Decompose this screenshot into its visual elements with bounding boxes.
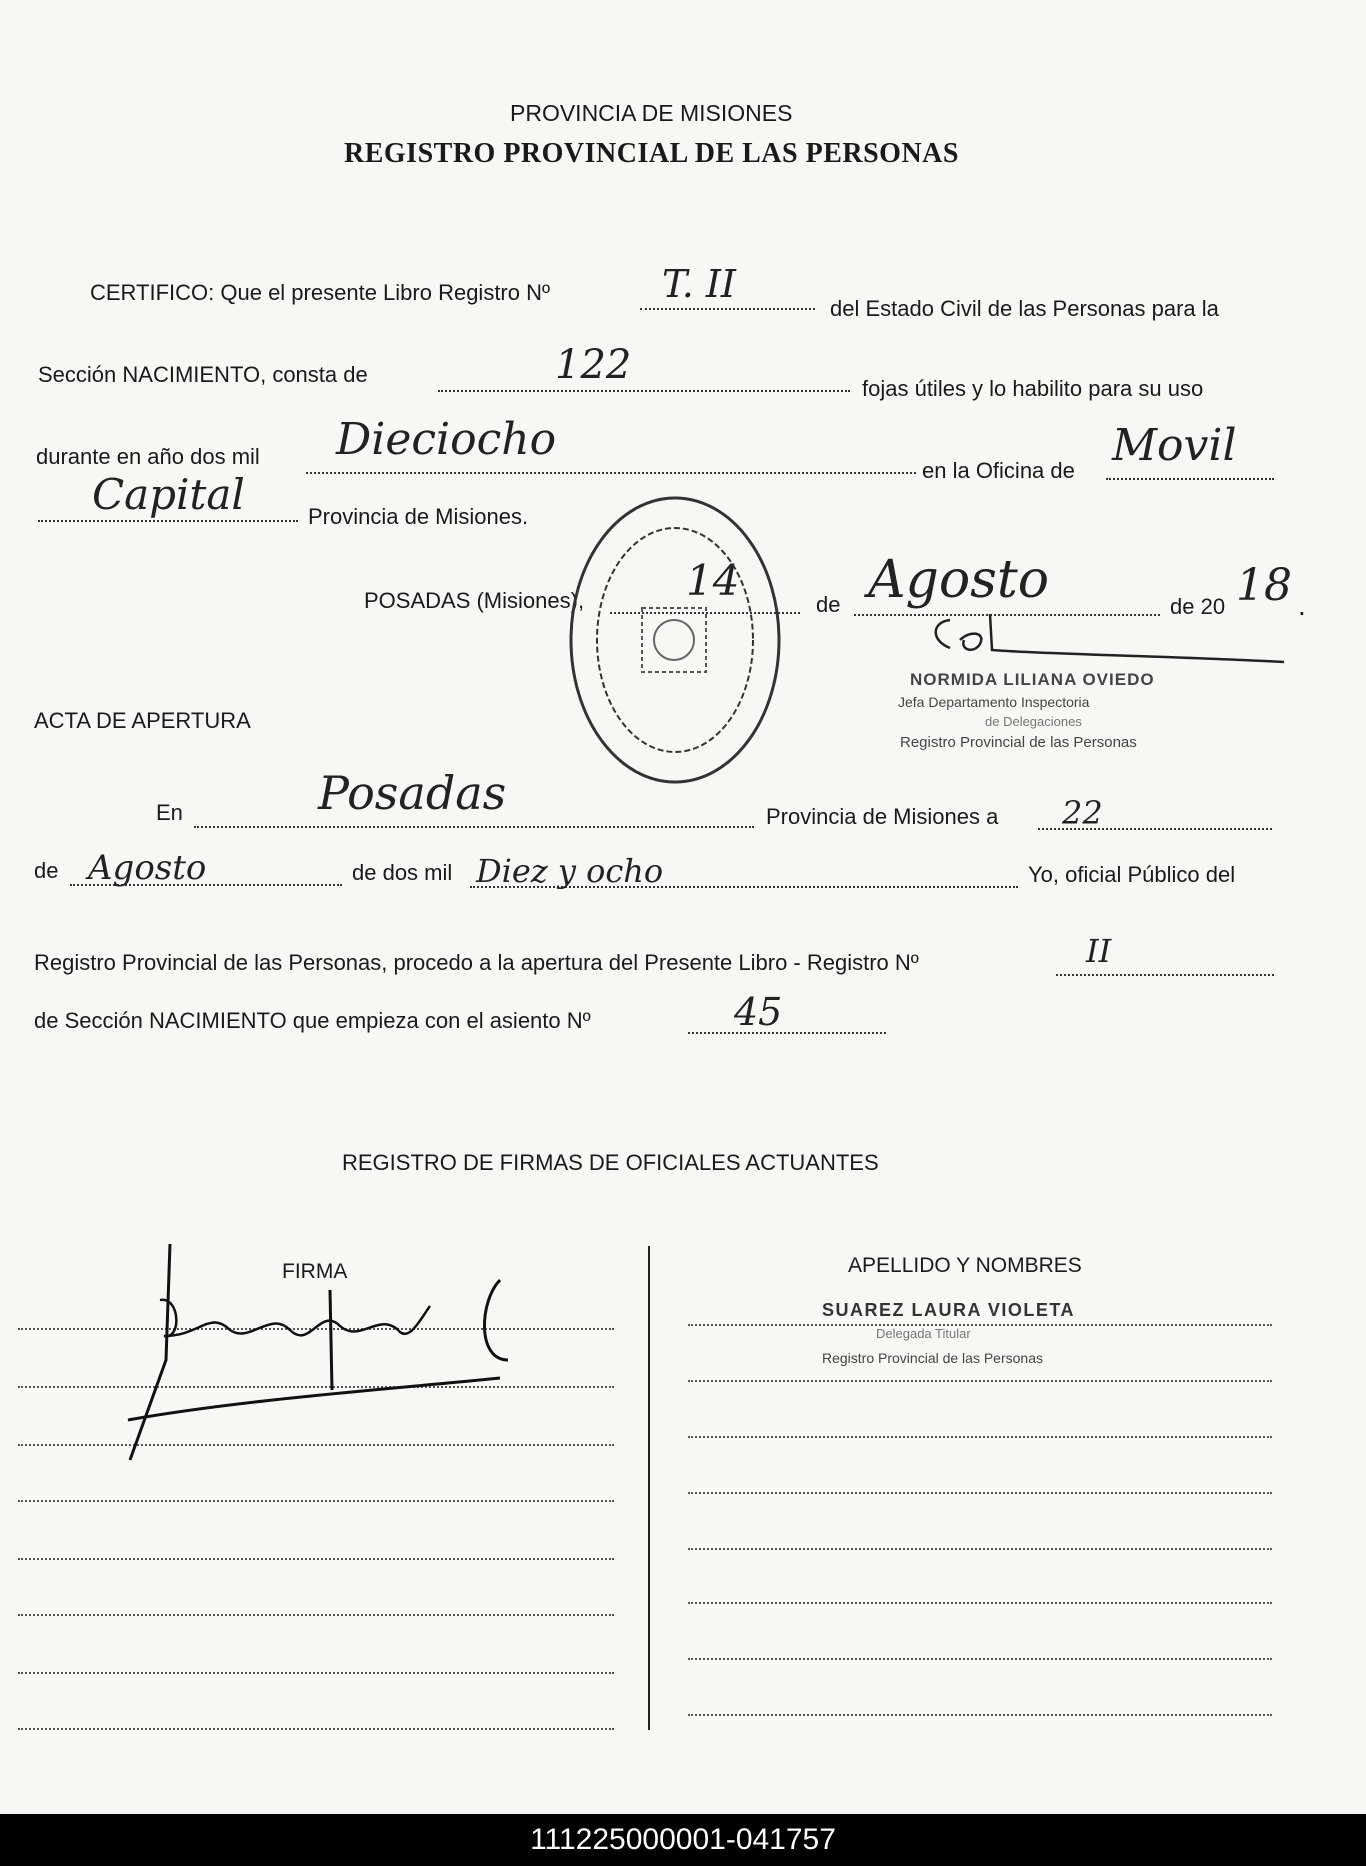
- cert-dots-oficina: [1106, 478, 1274, 480]
- cert-libro-handwritten: T. II: [662, 262, 736, 306]
- firmas-title: REGISTRO DE FIRMAS DE OFICIALES ACTUANTES: [342, 1150, 879, 1175]
- barcode-text: 111225000001-041757: [530, 1823, 836, 1856]
- jefa-stamp-cargo2: de Delegaciones: [985, 714, 1082, 729]
- nombre-line-6: [688, 1602, 1272, 1604]
- acta-title: ACTA DE APERTURA: [34, 708, 251, 733]
- acta-asiento-handwritten: 45: [734, 990, 783, 1034]
- cert-line2-a: Sección NACIMIENTO, consta de: [38, 362, 368, 387]
- jefa-stamp-cargo3: Registro Provincial de las Personas: [900, 734, 1137, 751]
- acta-linea5: de Sección NACIMIENTO que empieza con el asiento Nº: [34, 1008, 591, 1033]
- cert-line4-b: Provincia de Misiones.: [308, 504, 529, 529]
- cert-anio-corto-handwritten: 18: [1236, 560, 1292, 611]
- cert-ciudad-handwritten: Capital: [92, 470, 245, 519]
- acta-anio-handwritten: Diez y ocho: [476, 852, 664, 890]
- nombre-line-7: [688, 1658, 1272, 1660]
- cert-de1: de: [816, 592, 841, 617]
- cert-punto: .: [1298, 590, 1306, 621]
- cert-dia-handwritten: 14: [686, 556, 740, 605]
- acta-prov: Provincia de Misiones a: [766, 804, 999, 829]
- acta-dia-handwritten: 22: [1062, 794, 1103, 832]
- firmas-col-nombres: APELLIDO Y NOMBRES: [848, 1254, 1082, 1277]
- cert-dots-fojas: [438, 390, 850, 392]
- suarez-stamp-registro: Registro Provincial de las Personas: [822, 1350, 1043, 1366]
- acta-dots-lugar: [194, 826, 754, 828]
- cert-dots-libro: [640, 308, 815, 310]
- cert-anio-handwritten: Dieciocho: [336, 414, 557, 465]
- firmas-col-firma: FIRMA: [282, 1260, 348, 1283]
- cert-de2: de 20: [1170, 594, 1226, 619]
- nombre-line-2: [688, 1380, 1272, 1382]
- barcode-footer: [0, 1814, 1366, 1866]
- nombre-line-8: [688, 1714, 1272, 1716]
- cert-line1-a: CERTIFICO: Que el presente Libro Registro Nº: [90, 280, 551, 305]
- cert-dots-ciudad: [38, 520, 298, 522]
- firma-line-7: [18, 1672, 614, 1674]
- nombre-line-5: [688, 1548, 1272, 1550]
- jefa-stamp-cargo1: Jefa Departamento Inspectoria: [898, 694, 1090, 710]
- acta-dosmil: de dos mil: [352, 860, 453, 885]
- cert-line2-b: fojas útiles y lo habilito para su uso: [862, 376, 1204, 401]
- official-seal-icon: [560, 490, 790, 790]
- cert-line1-b: del Estado Civil de las Personas para la: [830, 296, 1219, 321]
- suarez-stamp-name: SUAREZ LAURA VIOLETA: [822, 1300, 1075, 1320]
- acta-dots-libro: [1056, 974, 1274, 976]
- acta-dots-asiento: [688, 1032, 886, 1034]
- cert-line3-a: durante en año dos mil: [36, 444, 260, 469]
- nombre-line-1: [688, 1324, 1272, 1326]
- acta-en: En: [156, 800, 183, 825]
- acta-yo: Yo, oficial Público del: [1028, 862, 1236, 887]
- firma-line-5: [18, 1558, 614, 1560]
- nombre-line-4: [688, 1492, 1272, 1494]
- signature-officer-icon: [120, 1240, 520, 1470]
- acta-linea4: Registro Provincial de las Personas, procedo a la apertura del Presente Libro - Registro Nº: [34, 950, 919, 975]
- cert-line3-b: en la Oficina de: [922, 458, 1075, 483]
- jefa-stamp-name: NORMIDA LILIANA OVIEDO: [910, 670, 1155, 689]
- acta-de: de: [34, 858, 59, 883]
- signature-jefa-icon: [920, 610, 1290, 670]
- suarez-stamp-cargo: Delegada Titular: [876, 1326, 971, 1341]
- acta-mes-handwritten: Agosto: [88, 848, 207, 888]
- cert-dots-anio: [306, 472, 916, 474]
- cert-lugar: POSADAS (Misiones),: [364, 588, 585, 613]
- cert-mes-handwritten: Agosto: [868, 550, 1050, 610]
- registry-heading: REGISTRO PROVINCIAL DE LAS PERSONAS: [344, 138, 959, 169]
- nombre-line-3: [688, 1436, 1272, 1438]
- acta-libro-handwritten: II: [1086, 932, 1112, 970]
- cert-oficina-handwritten: Movil: [1112, 420, 1237, 471]
- cert-fojas-handwritten: 122: [555, 342, 632, 388]
- firma-line-6: [18, 1614, 614, 1616]
- firma-line-8: [18, 1728, 614, 1730]
- column-divider: [648, 1246, 650, 1730]
- province-heading: PROVINCIA DE MISIONES: [510, 100, 793, 126]
- acta-lugar-handwritten: Posadas: [318, 766, 507, 820]
- firma-line-4: [18, 1500, 614, 1502]
